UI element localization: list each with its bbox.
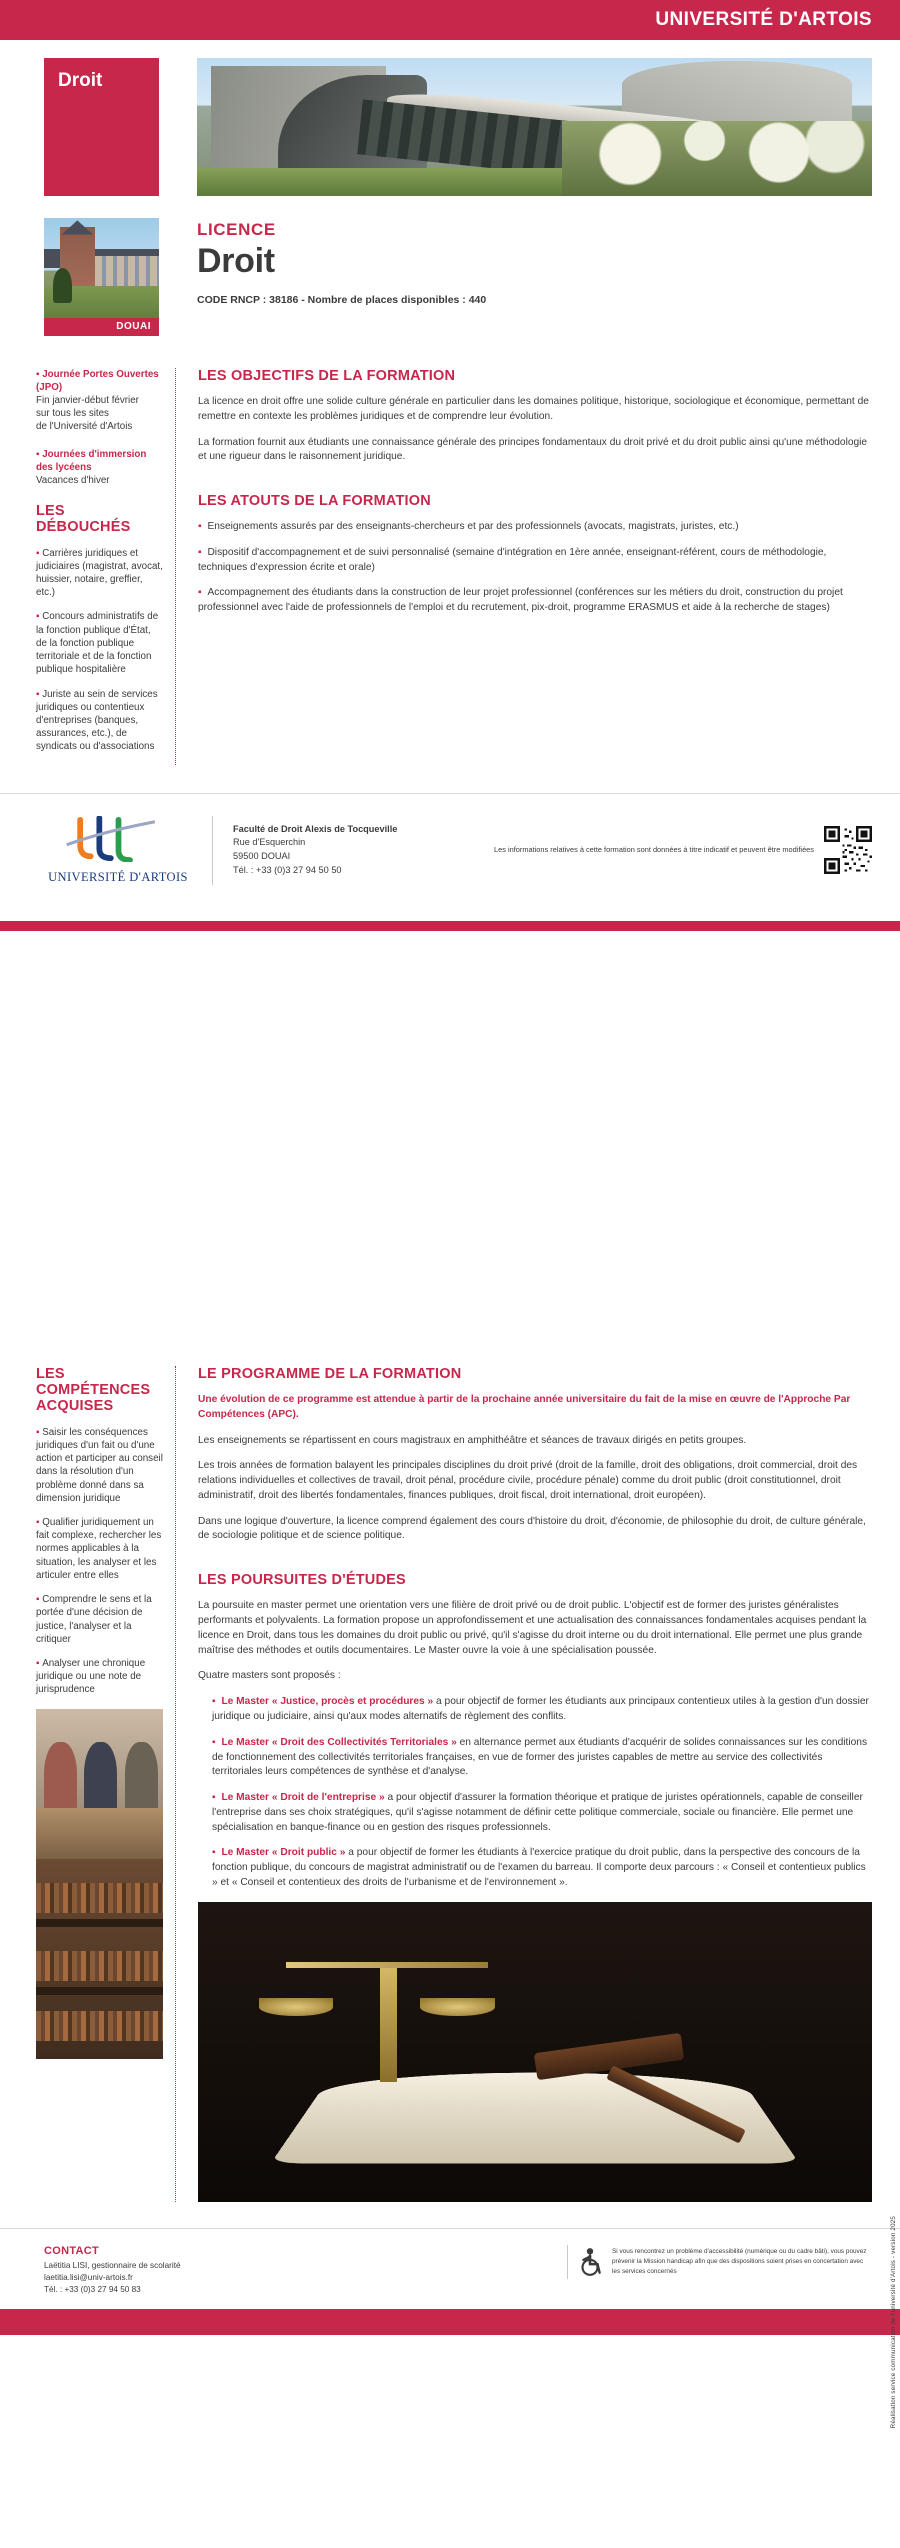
degree-type-kicker: LICENCE [197, 220, 276, 239]
event-jpo-line-3: de l'Université d'Artois [36, 421, 133, 433]
master-item: ▪ Le Master « Droit public » a pour objectif de former les étudiants à l'exercice pratique du droit public, dans la perspective des concours de la fonction publique, du concours de magistrat administratif ou de l'examen du barreau. Il comporte deux parcours : « Conseil et contentieux publics » et « Conseil et contentieux des droits de l'urbanisme et de l'environnement ». [212, 1847, 866, 1888]
section-title-programme: LE PROGRAMME DE LA FORMATION [198, 1366, 462, 1382]
contact-title: CONTACT [44, 2244, 100, 2257]
top-header-band [0, 0, 900, 40]
disclaimer-note: Les informations relatives à cette formation sont données à titre indicatif et peuvent être modifiées [493, 844, 814, 854]
bullet-square-icon: ▪ [36, 611, 43, 623]
bullet-square-icon: ▪ [36, 688, 43, 700]
title-row [0, 196, 900, 336]
faculty-address-block [233, 823, 397, 878]
students-studying-photo [36, 1709, 163, 1859]
poursuites-intro: Quatre masters sont proposés : [198, 1670, 341, 1682]
bullet-square-icon: ▪ [198, 546, 205, 558]
faculty-street: Rue d'Esquerchin [233, 837, 306, 848]
campus-label: DOUAI [44, 318, 159, 336]
debouche-item: ▪ Carrières juridiques et judiciaires (magistrat, avocat, huissier, notaire, greffier, etc.) [36, 547, 163, 599]
master-item: ▪ Le Master « Droit des Collectivités Territoriales » en alternance permet aux étudiants d'acquérir de solides connaissances sur les conditions de fonctionnement des collectivités territoriales françaises, en vue de former des juristes capables de mettre au service des collectivités territoriales leurs compétences de synthèse et d'analyse. [212, 1736, 868, 1778]
bullet-square-icon: ▪ [36, 369, 43, 380]
content-right-page1 [176, 368, 872, 765]
contact-block [44, 2245, 181, 2297]
bullet-square-icon: ▪ [36, 1657, 43, 1669]
event-jpo-title: ▪ Journée Portes Ouvertes (JPO) [36, 369, 159, 394]
law-book-gavel-scales-photo [198, 1902, 872, 2202]
discipline-badge: Droit [44, 58, 159, 196]
bullet-square-icon: ▪ [212, 1736, 219, 1748]
atout-item: ▪ Accompagnement des étudiants dans la construction de leur projet professionnel (conférences sur les métiers du droit, construction du projet professionnel avec l'aide de professionnels de l'emploi et du recrutement, pix-droit, programme ERASMUS et aide à la recherche de stages) [198, 587, 843, 614]
programme-highlight: Une évolution de ce programme est attendue à partir de la prochaine année universitaire du fait de la mise en œuvre de l'Approche Par Compétences (APC). [198, 1394, 851, 1420]
event-immersion-title: ▪ Journées d'immersion des lycéens [36, 449, 147, 474]
contact-phone: Tél. : +33 (0)3 27 94 50 83 [44, 2285, 141, 2295]
bottom-band [0, 2309, 900, 2335]
bullet-square-icon: ▪ [36, 449, 43, 461]
section-title-poursuites: LES POURSUITES D'ÉTUDES [198, 1572, 406, 1589]
faculty-city: 59500 DOUAI [233, 851, 291, 862]
section-title-debouches: LES DÉBOUCHÉS [36, 503, 131, 536]
sidebar-left-page2 [24, 1366, 176, 2202]
hero-section [0, 40, 900, 196]
event-block-immersion [36, 448, 163, 487]
page-title: Droit [197, 242, 275, 280]
poursuites-paragraph: La poursuite en master permet une orientation vers une filière de droit privé ou de droit public. L'objectif est de former des juristes généralistes performants et polyvalents. La formation propose un approfondissement et une actualisation des connaissances fondamentales acquises pendant la licence en Droit, dans tous les domaines du droit public ou privé, qu'il s'agisse du droit interne ou du droit international. Elle permet une plus grande maîtrise des méthodes et outils documentaires. Le Master ouvre la voie à une spécialisation poussée. [198, 1600, 867, 1656]
faculty-name: Faculté de Droit Alexis de Tocqueville [233, 823, 398, 834]
section-title-competences: LES COMPÉTENCES ACQUISES [36, 1366, 151, 1415]
bullet-square-icon: ▪ [36, 1426, 43, 1438]
objectifs-paragraph: La licence en droit offre une solide culture générale en particulier dans les domaines politique, historique, sociologique et économique, permettant de remettre en contexte les problèmes juridiques et de comprendre leur évolution. [198, 396, 869, 422]
student-library-photo [36, 1859, 163, 2059]
bullet-square-icon: ▪ [212, 1847, 219, 1859]
debouche-item: ▪ Concours administratifs de la fonction publique d'État, de la fonction publique territoriale et de la fonction publique hospitalière [36, 611, 159, 676]
bullet-square-icon: ▪ [212, 1792, 219, 1804]
contact-person: Laëtitia LISI, gestionnaire de scolarité [44, 2260, 181, 2270]
contact-email[interactable]: laetitia.lisi@univ-artois.fr [44, 2273, 133, 2283]
competence-item: ▪ Comprendre le sens et la portée d'une décision de justice, l'analyser et la critiquer [36, 1594, 152, 1645]
bullet-square-icon: ▪ [212, 1696, 219, 1708]
competence-item: ▪ Saisir les conséquences juridiques d'un fait ou d'une action et participer au conseil dans la résolution d'un problème donné dans sa dimension juridique [36, 1426, 163, 1504]
wheelchair-accessibility-icon [577, 2247, 603, 2277]
sidebar-left-page1 [24, 368, 176, 765]
photo-credit-text: Réalisation service communication de l'université d'Artois - version 2025 [890, 2215, 897, 2428]
objectifs-paragraph: La formation fournit aux étudiants une connaissance générale des principes fondamentaux du droit privé et du droit public ainsi qu'une méthodologie et une rigueur dans le raisonnement juridique. [198, 436, 868, 463]
footer-divider [212, 816, 213, 885]
section-title-atouts: LES ATOUTS DE LA FORMATION [198, 493, 431, 510]
page-separator-band [0, 921, 900, 931]
faculty-building-photo [197, 58, 872, 196]
atout-item: ▪ Dispositif d'accompagnement et de suivi personnalisé (semaine d'intégration en 1ère année, enseignant-référent, cours de méthodologie, techniques d'expression écrite et orale) [198, 546, 827, 573]
university-logo-text: UNIVERSITÉ D'ARTOIS [48, 869, 188, 884]
campus-photo [44, 218, 159, 336]
faculty-phone: Tél. : +33 (0)3 27 94 50 50 [233, 864, 342, 875]
qr-code-icon[interactable] [824, 826, 872, 874]
accessibility-note: Si vous rencontrez un problème d'accessibilité (numérique ou du cadre bâti), vous pouvez prévenir la Mission handicap afin que des dispositions soient prises en concertation avec les services concernés [612, 2248, 867, 2275]
programme-paragraph: Dans une logique d'ouverture, la licence comprend également des cours d'histoire du droit, d'économie, de philosophie du droit, de culture générale, de sociologie politique et de science politique. [198, 1515, 866, 1542]
artois-logo-icon [61, 816, 176, 862]
bullet-square-icon: ▪ [36, 1594, 43, 1606]
footer-page2 [0, 2229, 900, 2297]
bullet-square-icon: ▪ [198, 521, 205, 533]
sidebar-photos [36, 1709, 163, 2059]
event-jpo-line-2: sur tous les sites [36, 408, 109, 420]
master-item: ▪ Le Master « Justice, procès et procédures » a pour objectif de former les étudiants aux principaux contentieux utiles à la gestion d'un dossier juridique ou judiciaire, ainsi qu'aux modes alternatifs de règlement des conflits. [212, 1696, 869, 1722]
event-immersion-line-1: Vacances d'hiver [36, 475, 110, 487]
content-right-page2 [176, 1366, 872, 2202]
bullet-square-icon: ▪ [36, 1517, 43, 1529]
main-columns [0, 336, 900, 765]
event-jpo-line-1: Fin janvier-début février [36, 395, 139, 407]
rncp-code-line: CODE RNCP : 38186 - Nombre de places disponibles : 440 [197, 294, 487, 306]
programme-paragraph: Les trois années de formation balayent les principales disciplines du droit privé (droit de la famille, droit des obligations, droit commercial, droit des relations individuelles et collectives de travail, droit pénal, procédure civile, procédure pénale) comme du droit public (droit constitutionnel, droit administratif, droit des libertés fondamentales, finances publiques, droit fiscal, droit international, droit européen). [198, 1460, 858, 1501]
programme-paragraph: Les enseignements se répartissent en cours magistraux en amphithéâtre et séances de travaux dirigés en petits groupes. [198, 1434, 747, 1446]
atout-item: ▪ Enseignements assurés par des enseignants-chercheurs et par des professionnels (avocats, magistrats, juristes, etc.) [198, 521, 739, 533]
bullet-square-icon: ▪ [198, 587, 205, 599]
university-brand-title: UNIVERSITÉ D'ARTOIS [655, 9, 872, 30]
page-2 [0, 1344, 900, 2548]
event-block-jpo [36, 368, 163, 433]
debouche-item: ▪ Juriste au sein de services juridiques ou contentieux d'entreprises (banques, assurances, etc.), de syndicats ou d'associations [36, 688, 158, 753]
university-logo [44, 816, 192, 885]
footer-page1 [0, 794, 900, 903]
bullet-square-icon: ▪ [36, 547, 43, 559]
main-columns-page2 [0, 1344, 900, 2202]
master-item: ▪ Le Master « Droit de l'entreprise » a pour objectif d'assurer la formation théorique et pratique de juristes opérationnels, capable de conseiller l'entreprise dans ses choix stratégiques, qu'il s'agisse notamment de définir cette politique commerciale, sociale ou financière. Elle permet une spécialisation en banque-finance ou en gestion des risques professionnels. [212, 1792, 863, 1833]
competence-item: ▪ Analyser une chronique juridique ou une note de jurisprudence [36, 1657, 146, 1696]
section-title-objectifs: LES OBJECTIFS DE LA FORMATION [198, 368, 456, 384]
competence-item: ▪ Qualifier juridiquement un fait complexe, rechercher les normes applicables à la situation, les analyser et les articuler entre elles [36, 1517, 162, 1581]
footer-divider [567, 2245, 568, 2279]
